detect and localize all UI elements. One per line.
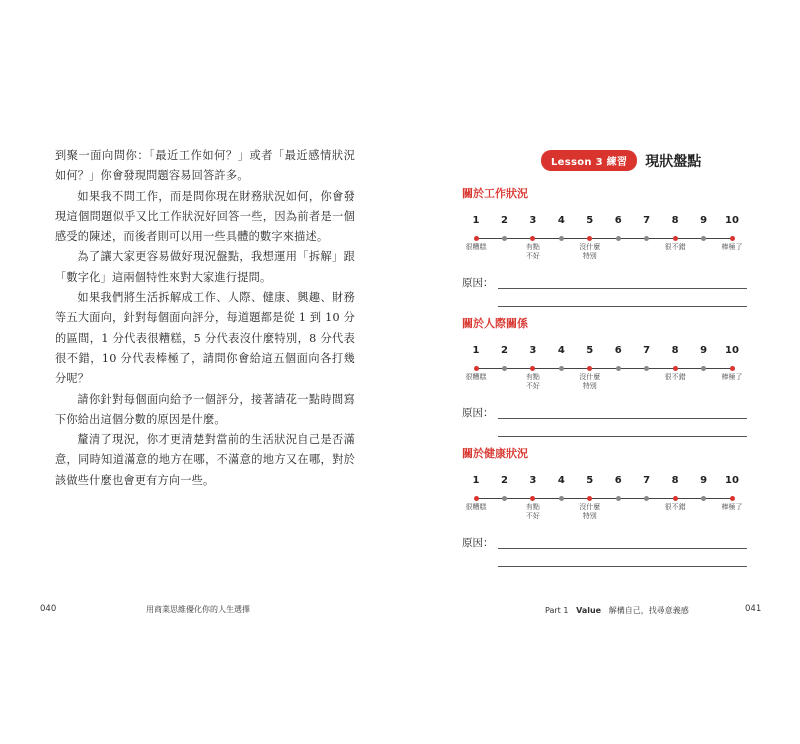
scale-dot bbox=[502, 366, 507, 371]
body-paragraph: 請你針對每個面向給予一個評分，接著請花一點時間寫下你給出這個分數的原因是什麼。 bbox=[55, 392, 355, 426]
scale-dot bbox=[616, 366, 621, 371]
scale-number: 9 bbox=[700, 345, 708, 356]
reason-write-line[interactable] bbox=[498, 436, 747, 437]
scale-number: 1 bbox=[472, 475, 480, 486]
scale-number: 10 bbox=[725, 215, 739, 226]
scale-dot bbox=[644, 236, 649, 241]
scale-number: 1 bbox=[472, 345, 480, 356]
scale-line bbox=[476, 238, 732, 239]
reason-field[interactable] bbox=[462, 405, 747, 445]
scale-dot bbox=[559, 236, 564, 241]
scale-dot bbox=[730, 236, 735, 241]
scale-number: 5 bbox=[586, 345, 594, 356]
section-title: 關於健康狀況 bbox=[462, 447, 528, 460]
scale-dot bbox=[644, 366, 649, 371]
scale-dot bbox=[730, 366, 735, 371]
reason-field[interactable] bbox=[462, 535, 747, 575]
scale-dot bbox=[474, 496, 479, 501]
exercise-section bbox=[462, 185, 747, 315]
body-paragraph: 到聚一面向問你：「最近工作如何？」或者「最近感情狀況如何？」你會發現問題容易回答許多。 bbox=[55, 149, 355, 183]
scale-label: 沒什麼 特別 bbox=[579, 243, 601, 260]
scale-label: 很糟糕 bbox=[465, 243, 487, 251]
reason-field[interactable] bbox=[462, 275, 747, 315]
scale-dot bbox=[530, 366, 535, 371]
scale-number: 6 bbox=[614, 475, 622, 486]
section-title: 關於人際關係 bbox=[462, 317, 528, 330]
scale-dot bbox=[701, 366, 706, 371]
scale-dot bbox=[616, 496, 621, 501]
scale-number: 6 bbox=[614, 345, 622, 356]
reason-write-line[interactable] bbox=[498, 306, 747, 307]
scale-number: 2 bbox=[500, 475, 508, 486]
scale-label: 棒極了 bbox=[721, 373, 743, 381]
scale-label: 有點 不好 bbox=[525, 243, 540, 260]
reason-write-line[interactable] bbox=[498, 288, 747, 289]
scale-number: 3 bbox=[529, 475, 537, 486]
scale-number: 7 bbox=[643, 475, 651, 486]
reason-label: 原因： bbox=[462, 407, 494, 419]
scale-dot bbox=[616, 236, 621, 241]
left-page-number: 040 bbox=[40, 604, 57, 614]
body-paragraph: 如果我不問工作，而是問你現在財務狀況如何，你會發現這個問題似乎又比工作狀況好回答一些，因為前者是一個感受的陳述，而後者則可以用一些具體的數字來描述。 bbox=[55, 189, 355, 244]
scale-label: 很不錯 bbox=[664, 503, 686, 511]
rating-scale bbox=[462, 215, 747, 275]
scale-number: 4 bbox=[557, 475, 565, 486]
scale-number: 6 bbox=[614, 215, 622, 226]
footer-part: Part 1 bbox=[545, 606, 569, 615]
scale-number: 5 bbox=[586, 475, 594, 486]
section-title: 關於工作狀況 bbox=[462, 187, 528, 200]
scale-number: 10 bbox=[725, 345, 739, 356]
right-page-number: 041 bbox=[745, 604, 762, 614]
scale-number: 8 bbox=[671, 475, 679, 486]
scale-label: 有點 不好 bbox=[525, 503, 540, 520]
scale-dot bbox=[673, 366, 678, 371]
running-head-part bbox=[545, 605, 689, 616]
scale-label: 很不錯 bbox=[664, 373, 686, 381]
scale-label: 很糟糕 bbox=[465, 503, 487, 511]
scale-number: 2 bbox=[500, 345, 508, 356]
exercise-section bbox=[462, 315, 747, 445]
scale-label: 沒什麼 特別 bbox=[579, 373, 601, 390]
rating-scale bbox=[462, 345, 747, 405]
scale-dot bbox=[587, 496, 592, 501]
scale-number: 8 bbox=[671, 345, 679, 356]
lesson-badge: Lesson 3 練習 bbox=[541, 150, 637, 171]
scale-dot bbox=[530, 496, 535, 501]
lesson-title: 現狀盤點 bbox=[645, 153, 702, 170]
scale-label: 很不錯 bbox=[664, 243, 686, 251]
scale-dot bbox=[474, 236, 479, 241]
scale-label: 很糟糕 bbox=[465, 373, 487, 381]
right-page bbox=[400, 0, 800, 744]
exercise-section bbox=[462, 445, 747, 575]
lesson-header bbox=[541, 150, 701, 171]
scale-dot bbox=[587, 366, 592, 371]
scale-number: 9 bbox=[700, 215, 708, 226]
scale-dot bbox=[559, 366, 564, 371]
footer-value: Value bbox=[576, 606, 602, 615]
scale-label: 沒什麼 特別 bbox=[579, 503, 601, 520]
scale-number: 9 bbox=[700, 475, 708, 486]
footer-subtitle: 解構自己，找尋意義感 bbox=[608, 606, 689, 615]
scale-number: 2 bbox=[500, 215, 508, 226]
scale-dot bbox=[502, 236, 507, 241]
scale-dot bbox=[673, 496, 678, 501]
scale-label: 棒極了 bbox=[721, 503, 743, 511]
scale-number: 1 bbox=[472, 215, 480, 226]
scale-number: 10 bbox=[725, 475, 739, 486]
scale-dot bbox=[587, 236, 592, 241]
body-paragraph: 釐清了現況，你才更清楚對當前的生活狀況自己是否滿意，同時知道滿意的地方在哪，不滿意的地方又在哪，對於該做些什麼也會更有方向一些。 bbox=[55, 433, 355, 487]
scale-number: 7 bbox=[643, 345, 651, 356]
scale-number: 7 bbox=[643, 215, 651, 226]
body-paragraph: 為了讓大家更容易做好現況盤點，我想運用「拆解」跟「數字化」這兩個特性來對大家進行提問。 bbox=[55, 250, 355, 284]
body-paragraph: 如果我們將生活拆解成工作、人際、健康、興趣、財務等五大面向，針對每個面向評分，每道題都是從 1 到 10 分的區間，1 分代表很糟糕，5 分代表沒什麼特別，8 分代表很不錯，10 分代表棒極了，請問你會給這五個面向各打幾分呢？ bbox=[55, 291, 355, 386]
scale-dot bbox=[474, 366, 479, 371]
scale-dot bbox=[701, 236, 706, 241]
scale-number: 3 bbox=[529, 345, 537, 356]
reason-label: 原因： bbox=[462, 537, 494, 549]
reason-write-line[interactable] bbox=[498, 566, 747, 567]
scale-number: 3 bbox=[529, 215, 537, 226]
rating-scale bbox=[462, 475, 747, 535]
scale-number: 8 bbox=[671, 215, 679, 226]
scale-number: 4 bbox=[557, 345, 565, 356]
scale-dot bbox=[730, 496, 735, 501]
running-head-book-title: 用商業思維優化你的人生選擇 bbox=[146, 605, 250, 614]
reason-write-line[interactable] bbox=[498, 418, 747, 419]
reason-write-line[interactable] bbox=[498, 548, 747, 549]
scale-number: 4 bbox=[557, 215, 565, 226]
scale-label: 有點 不好 bbox=[525, 373, 540, 390]
scale-dot bbox=[644, 496, 649, 501]
scale-dot bbox=[502, 496, 507, 501]
scale-label: 棒極了 bbox=[721, 243, 743, 251]
scale-dot bbox=[559, 496, 564, 501]
scale-line bbox=[476, 498, 732, 499]
reason-label: 原因： bbox=[462, 277, 494, 289]
scale-dot bbox=[673, 236, 678, 241]
scale-dot bbox=[701, 496, 706, 501]
scale-line bbox=[476, 368, 732, 369]
scale-number: 5 bbox=[586, 215, 594, 226]
body-text bbox=[55, 146, 355, 491]
scale-dot bbox=[530, 236, 535, 241]
